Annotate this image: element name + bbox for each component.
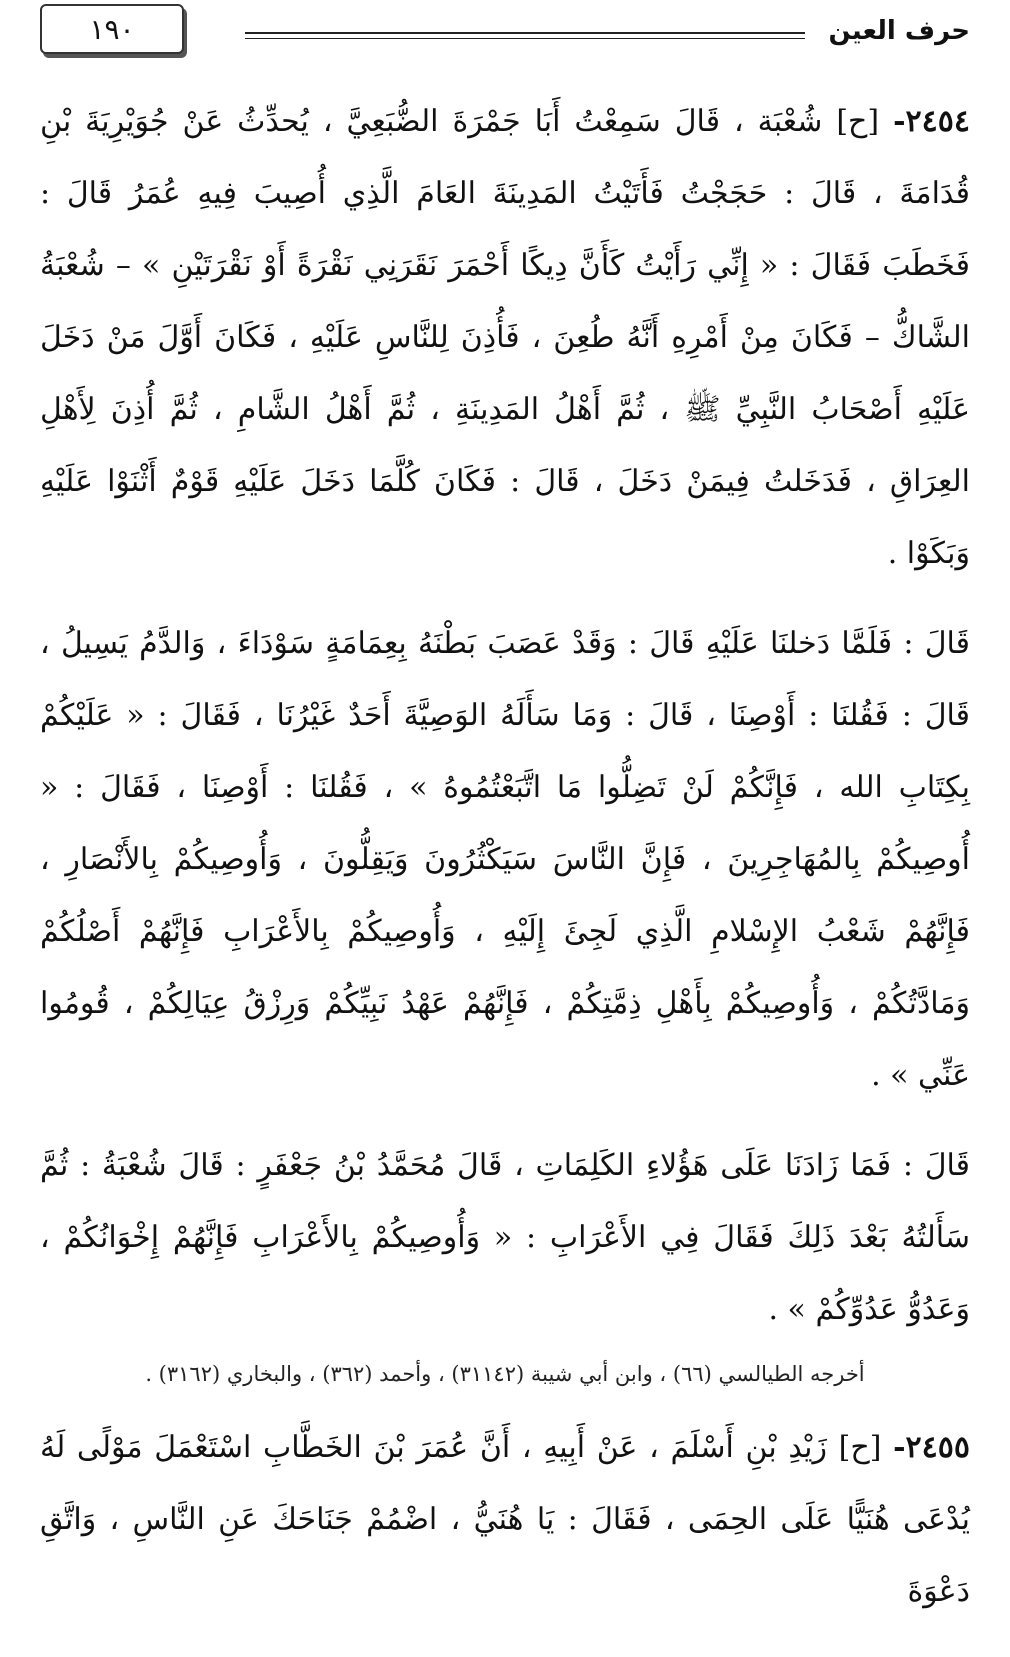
chapter-title: حرف العين (828, 16, 970, 46)
takhrij-footnote: أخرجه الطيالسي (٦٦) ، وابن أبي شيبة (٣١١٤٢) ، وأحمد (٣٦٢) ، والبخاري (٣١٦٢) . (145, 1362, 865, 1386)
page-header (40, 4, 970, 60)
hadith-2454-paragraph-1 (40, 86, 970, 590)
paragraph-gap (40, 1112, 970, 1130)
page-content (40, 86, 970, 1628)
paragraph-gap (40, 590, 970, 608)
paragraph-gap (40, 1394, 970, 1412)
page-number-box (40, 4, 184, 54)
hadith-2454-paragraph-3: قَالَ : فَمَا زَادَنَا عَلَى هَؤُلاءِ الكَلِمَاتِ ، قَالَ مُحَمَّدُ بْنُ جَعْفَرٍ : قَالَ شُعْبَةُ : ثُمَّ سَأَلتُهُ بَعْدَ ذَلِكَ فَقَالَ فِي الأَعْرَابِ : « وَأُوصِيكُمْ بِالأَعْرَابِ فَإِنَّهُمْ إِخْوَانُكُمْ ، وَعَدُوُّ عَدُوِّكُمْ » . (40, 1148, 970, 1327)
hadith-2455-paragraph-1 (40, 1412, 970, 1628)
hadith-number: ٢٤٥٥- (893, 1430, 970, 1465)
hadith-text: [ح] شُعْبَة ، قَالَ سَمِعْتُ أَبَا جَمْرَةَ الضُّبَعِيَّ ، يُحدِّثُ عَنْ جُوَيْرِيَةَ بْنِ قُدَامَةَ ، قَالَ : حَجَجْتُ فَأَتَيْتُ المَدِينَةَ العَامَ الَّذِي أُصِيبَ فِيهِ عُمَرُ قَالَ : فَخَطَبَ فَقَالَ : « إِنِّي رَأَيْتُ كَأَنَّ دِيكًا أَحْمَرَ نَقَرَنِي نَقْرَةً أَوْ نَقْرَتَيْنِ » – شُعْبَةُ الشَّاكُّ – فَكَانَ مِنْ أَمْرِهِ أَنَّهُ طُعِنَ ، فَأُذِنَ لِلنَّاسِ عَلَيْهِ ، فَكَانَ أَوَّلَ مَنْ دَخَلَ عَلَيْهِ أَصْحَابُ النَّبِيِّ ﷺ ، ثُمَّ أَهْلُ المَدِينَةِ ، ثُمَّ أَهْلُ الشَّامِ ، ثُمَّ أُذِنَ لِأَهْلِ العِرَاقِ ، فَدَخَلتُ فِيمَنْ دَخَلَ ، قَالَ : فَكَانَ كُلَّمَا دَخَلَ عَلَيْهِ قَوْمٌ أَثْنَوْا عَلَيْهِ وَبَكَوْا . (40, 104, 970, 571)
page-number: ١٩٠ (89, 12, 135, 46)
header-rule-thin (245, 38, 805, 39)
hadith-2454-paragraph-2: قَالَ : فَلَمَّا دَخلنَا عَلَيْهِ قَالَ : وَقَدْ عَصَبَ بَطْنَهُ بِعِمَامَةٍ سَوْدَاءَ ، وَالدَّمُ يَسِيلُ ، قَالَ : فَقُلنَا : أَوْصِنَا ، قَالَ : وَمَا سَأَلَهُ الوَصِيَّةَ أَحَدٌ غَيْرُنَا ، فَقَالَ : « عَلَيْكُمْ بِكِتَابِ الله ، فَإِنَّكُمْ لَنْ تَضِلُّوا مَا اتَّبَعْتُمُوهُ » ، فَقُلنَا : أَوْصِنَا ، فَقَالَ : « أُوصِيكُمْ بِالمُهَاجِرِينَ ، فَإِنَّ النَّاسَ سَيَكْثُرُونَ وَيَقِلُّونَ ، وَأُوصِيكُمْ بِالأَنْصَارِ ، فَإِنَّهُمْ شَعْبُ الإِسْلامِ الَّذِي لَجِئَ إِلَيْهِ ، وَأُوصِيكُمْ بِالأَعْرَابِ فَإِنَّهُمْ أَصْلُكُمْ وَمَادَّتُكُمْ ، وَأُوصِيكُمْ بِأَهْلِ ذِمَّتِكُمْ ، فَإِنَّهُمْ عَهْدُ نَبِيِّكُمْ وَرِزْقُ عِيَالِكُمْ ، قُومُوا عَنِّي » . (40, 626, 970, 1093)
hadith-text: [ح] زَيْدِ بْنِ أَسْلَمَ ، عَنْ أَبِيهِ ، أَنَّ عُمَرَ بْنَ الخَطَّابِ اسْتَعْمَلَ مَوْلًى لَهُ يُدْعَى هُنَيًّا عَلَى الحِمَى ، فَقَالَ : يَا هُنَيُّ ، اضْمُمْ جَنَاحَكَ عَنِ النَّاسِ ، وَاتَّقِ دَعْوَةَ (40, 1430, 970, 1609)
paragraph-gap (40, 1346, 970, 1354)
hadith-number: ٢٤٥٤- (893, 104, 970, 139)
header-rule (245, 32, 805, 34)
